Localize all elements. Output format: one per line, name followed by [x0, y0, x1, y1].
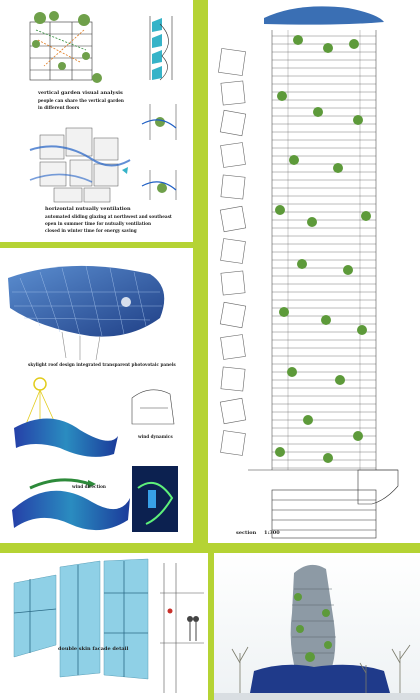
- section-label: section: [236, 530, 257, 536]
- facade-diagrams: [0, 553, 208, 700]
- tree-foliage: [323, 453, 333, 463]
- tree-foliage: [297, 259, 307, 269]
- tree-foliage: [353, 431, 363, 441]
- tree-foliage: [349, 39, 359, 49]
- tree-foliage: [303, 415, 313, 425]
- tree-foliage: [275, 447, 285, 457]
- tower-rendering: [214, 553, 420, 700]
- vertical-garden-line-1: people can share the vertical garden: [38, 98, 124, 103]
- rendering-podium: [250, 665, 390, 693]
- skylight-diagrams: [0, 248, 193, 543]
- section-scale: 1:300: [264, 530, 280, 536]
- panel-vertical-garden: [0, 0, 193, 242]
- section-roof: [264, 6, 384, 24]
- panel-rendering: [214, 553, 420, 700]
- tree-foliage: [357, 325, 367, 335]
- ventilation-title: horizontal nutually ventilation: [45, 206, 131, 212]
- tree-foliage: [275, 205, 285, 215]
- podium: [248, 470, 398, 538]
- tree-foliage: [293, 35, 303, 45]
- wind-dynamics-label: wind dynamics: [138, 434, 173, 439]
- ventilation-line-1: automated sliding glazing at northwest and southeast: [45, 214, 172, 219]
- tree-foliage: [323, 43, 333, 53]
- wind-wave: [12, 491, 130, 530]
- pv-wave: [14, 418, 118, 456]
- tree-foliage: [321, 315, 331, 325]
- panel-facade: [0, 553, 208, 700]
- vertical-garden-title: vertical garden visual analysis: [38, 90, 123, 96]
- section-drawing: [208, 0, 420, 543]
- tree-foliage: [307, 217, 317, 227]
- skylight-roof: [8, 266, 164, 337]
- tree-foliage: [277, 91, 287, 101]
- tree-foliage: [313, 107, 323, 117]
- floor-plans: [218, 48, 245, 455]
- tree-foliage: [289, 155, 299, 165]
- vertical-garden-line-2: in different floors: [38, 105, 80, 110]
- skylight-caption: skylight roof design integrated transparent photovotaic panels: [28, 362, 176, 367]
- tree-foliage: [361, 211, 371, 221]
- ventilation-line-2: open in summer time for nutually ventilation: [45, 221, 152, 226]
- panel-section: [208, 0, 420, 543]
- tree-foliage: [279, 307, 289, 317]
- tree-foliage: [343, 265, 353, 275]
- facade-caption: double skin facade detail: [58, 646, 129, 652]
- tree-foliage: [287, 367, 297, 377]
- tree-foliage: [335, 375, 345, 385]
- tree-foliage: [333, 163, 343, 173]
- tree-foliage: [353, 115, 363, 125]
- wind-direction-label: wind direction: [72, 484, 106, 489]
- panel-skylight: [0, 248, 193, 543]
- ventilation-line-3: closed in winter time for energy saving: [45, 228, 137, 233]
